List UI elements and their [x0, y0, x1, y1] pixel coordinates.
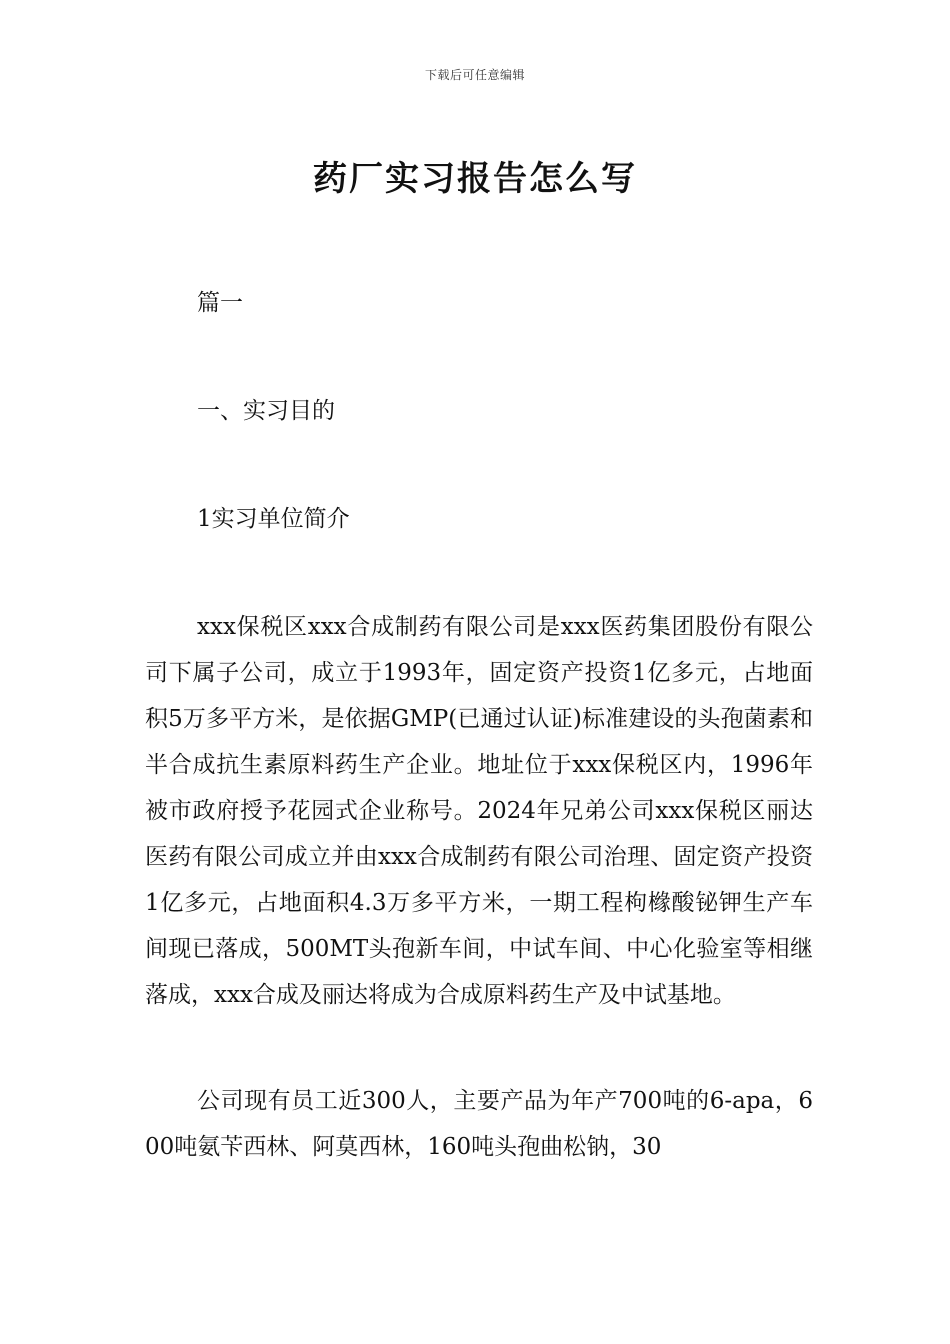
paragraph-staff-products: 公司现有员工近300人，主要产品为年产700吨的6-apa，600吨氨苄西林、阿莫西林，160吨头孢曲松钠，30 — [145, 1088, 813, 1160]
section-heading-purpose: 一、实习目的 — [197, 398, 335, 424]
subsection-heading-company-intro: 1实习单位简介 — [197, 506, 350, 532]
document-body — [145, 280, 813, 1170]
paragraph-company-intro: xxx保税区xxx合成制药有限公司是xxx医药集团股份有限公司下属子公司，成立于1993年，固定资产投资1亿多元，占地面积5万多平方米，是依据GMP(已通过认证)标准建设的头孢菌素和半合成抗生素原料药生产企业。地址位于xxx保税区内，1996年被市政府授予花园式企业称号。2024年兄弟公司xxx保税区丽达医药有限公司成立并由xxx合成制药有限公司治理、固定资产投资1亿多元，占地面积4.3万多平方米，一期工程枸橼酸铋钾生产车间现已落成，500MT头孢新车间，中试车间、中心化验室等相继落成，xxx合成及丽达将成为合成原料药生产及中试基地。 — [145, 614, 813, 1008]
part-label: 篇一 — [197, 290, 243, 316]
document-title: 药厂实习报告怎么写 — [313, 158, 637, 199]
header-note: 下载后可任意编辑 — [424, 68, 525, 82]
